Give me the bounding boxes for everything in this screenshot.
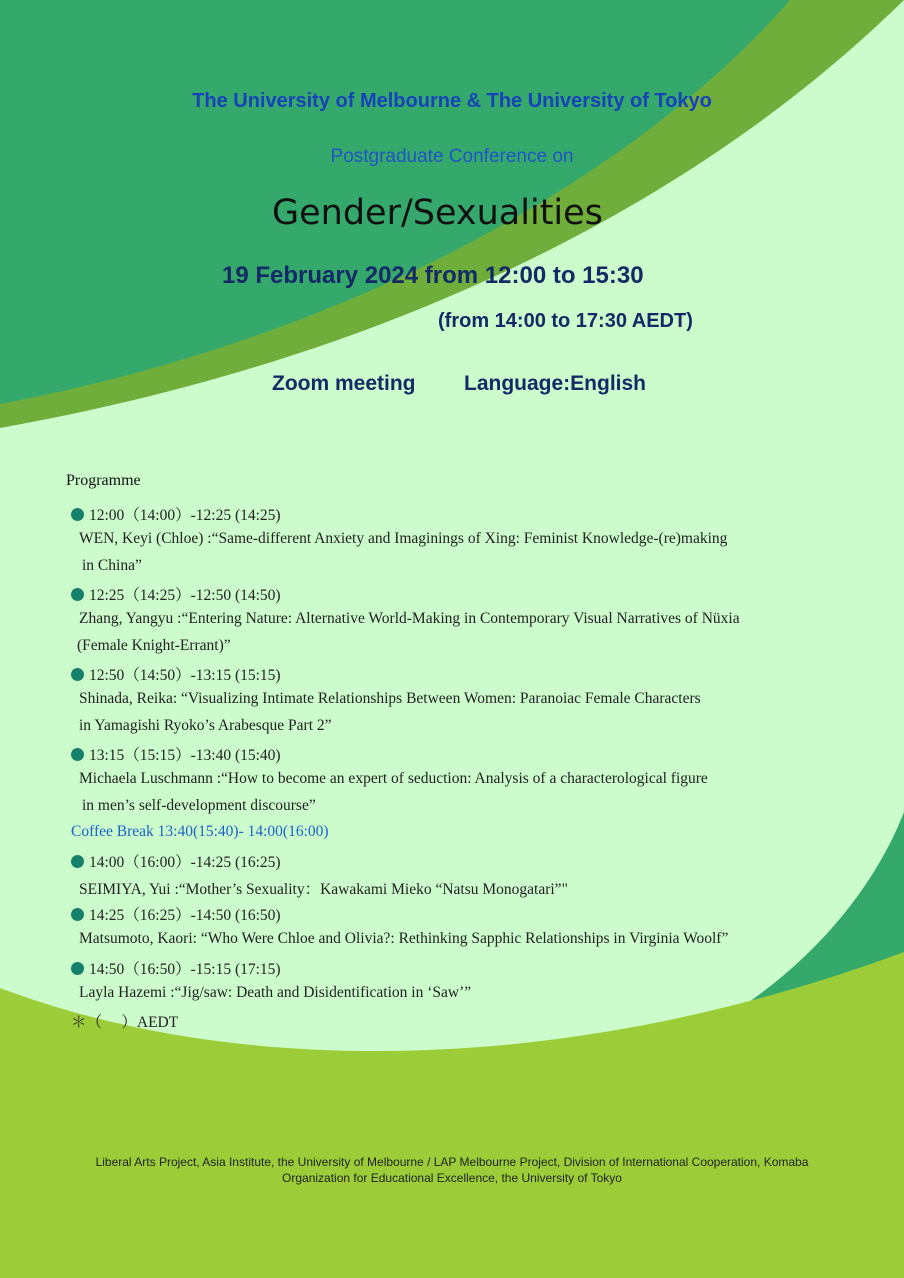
session-time: 12:50（14:50）-13:15 (15:15) [71,663,281,685]
meeting-format: Zoom meeting [272,372,416,395]
bullet-icon [71,588,84,601]
footer-organizers-line1: Liberal Arts Project, Asia Institute, the University of Melbourne / LAP Melbourne Project, Division of International Cooperation, Komaba [95,1155,809,1169]
page-title: Gender/Sexualities [272,193,603,233]
session-talk: Shinada, Reika: “Visualizing Intimate Relationships Between Women: Paranoiac Female Characters [79,690,701,707]
event-time-aedt: (from 14:00 to 17:30 AEDT) [438,310,693,332]
event-date-time: 19 February 2024 from 12:00 to 15:30 [222,262,644,289]
session-talk: WEN, Keyi (Chloe) :“Same-different Anxiety and Imaginings of Xing: Feminist Knowledge-(re)making [79,530,728,547]
session-time: 13:15（15:15）-13:40 (15:40) [71,743,281,765]
session-time: 14:50（16:50）-15:15 (17:15) [71,957,281,979]
bullet-icon [71,962,84,975]
session-time: 12:00（14:00）-12:25 (14:25) [71,503,281,525]
bullet-icon [71,668,84,681]
bullet-icon [71,855,84,868]
session-talk: (Female Knight-Errant)” [77,637,231,654]
session-talk: Layla Hazemi :“Jig/saw: Death and Disidentification in ‘Saw’” [79,984,472,1001]
session-time: 14:00（16:00）-14:25 (16:25) [71,850,281,872]
session-time: 12:25（14:25）-12:50 (14:50) [71,583,281,605]
session-talk: in men’s self-development discourse” [82,797,316,814]
session-talk: Zhang, Yangyu :“Entering Nature: Alternative World-Making in Contemporary Visual Narratives of Nüxia [79,610,740,627]
session-talk: in Yamagishi Ryoko’s Arabesque Part 2” [79,717,332,734]
programme-heading: Programme [66,472,141,489]
session-talk: SEIMIYA, Yui :“Mother’s Sexuality：Kawakami Mieko “Natsu Monogatari”" [79,881,568,898]
session-talk: Matsumoto, Kaori: “Who Were Chloe and Olivia?: Rethinking Sapphic Relationships in Virginia Woolf” [79,930,729,947]
conference-subtitle: Postgraduate Conference on [330,146,574,167]
footer-organizers-line2: Organization for Educational Excellence, the University of Tokyo [282,1171,622,1185]
session-time: 14:25（16:25）-14:50 (16:50) [71,903,281,925]
bullet-icon [71,908,84,921]
session-talk: in China” [82,557,142,574]
meeting-language: Language:English [464,372,647,395]
bullet-icon [71,748,84,761]
session-talk: Michaela Luschmann :“How to become an expert of seduction: Analysis of a characterological figure [79,770,708,787]
bullet-icon [71,508,84,521]
coffee-break: Coffee Break 13:40(15:40)- 14:00(16:00) [71,823,329,840]
aedt-note: ＊（ ）AEDT [71,1014,179,1031]
universities-heading: The University of Melbourne & The University of Tokyo [192,90,712,112]
